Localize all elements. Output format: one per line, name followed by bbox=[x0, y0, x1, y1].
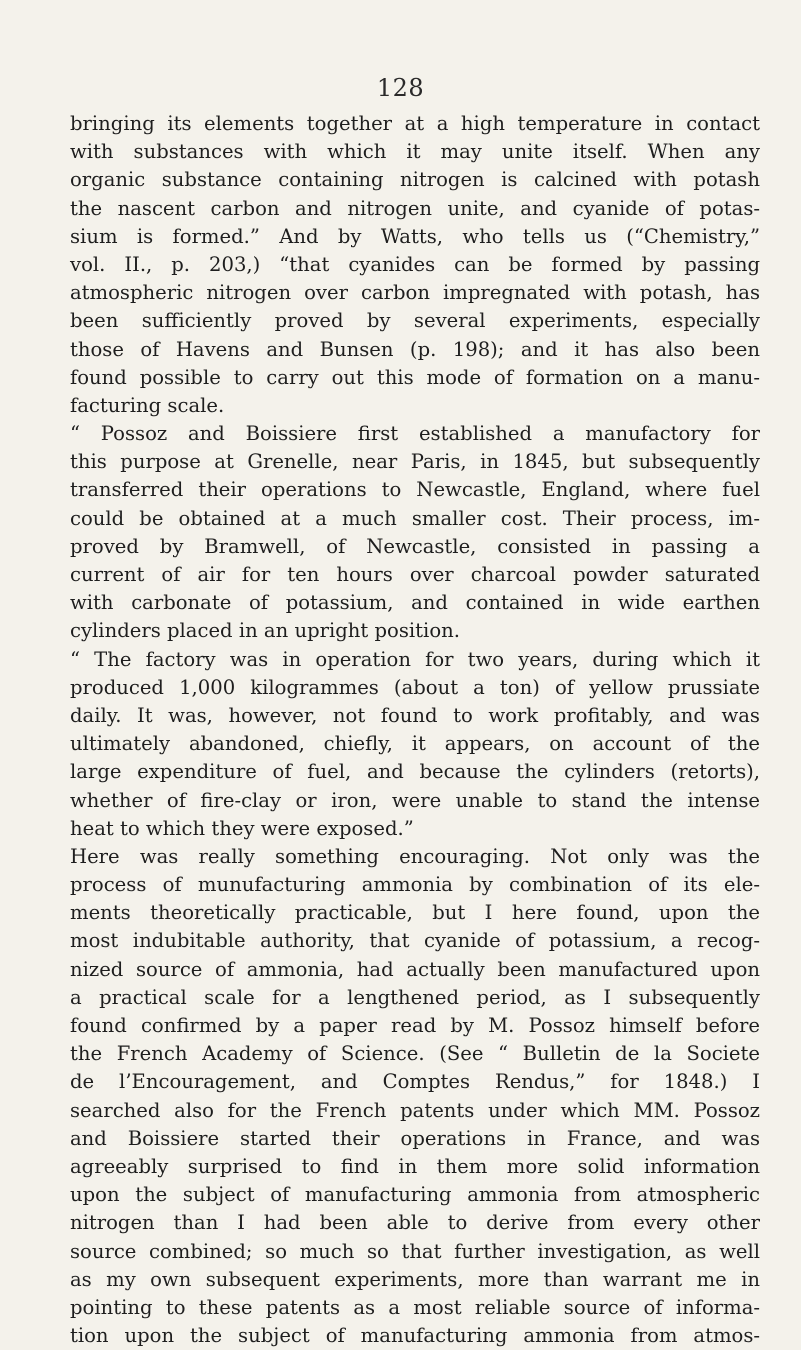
text-line: whether of fire-clay or iron, were unable to stand the intense bbox=[70, 788, 760, 812]
text-line: with substances with which it may unite itself. When any bbox=[70, 140, 760, 164]
text-line: could be obtained at a much smaller cost. Their process, im- bbox=[70, 506, 760, 530]
text-line: Here was really something encouraging. Not only was the bbox=[70, 844, 760, 868]
text-line: daily. It was, however, not found to work profitably, and was bbox=[70, 703, 760, 727]
text-line: transferred their operations to Newcastle, England, where fuel bbox=[70, 478, 760, 502]
text-line: pointing to these patents as a most reliable source of informa- bbox=[70, 1295, 760, 1319]
text-line: vol. II., p. 203,) “that cyanides can be formed by passing bbox=[70, 252, 760, 276]
text-line: the nascent carbon and nitrogen unite, and cyanide of potas- bbox=[70, 196, 760, 220]
text-line: current of air for ten hours over charcoal powder saturated bbox=[70, 563, 760, 586]
text-line: this purpose at Grenelle, near Paris, in 1845, but subsequently bbox=[70, 450, 760, 474]
text-line: organic substance containing nitrogen is calcined with potash bbox=[70, 168, 760, 192]
text-line: produced 1,000 kilogrammes (about a ton) of yellow prussiate bbox=[70, 675, 760, 699]
page-number: 128 bbox=[376, 74, 425, 102]
text-line: nized source of ammonia, had actually been manufactured upon bbox=[70, 957, 760, 981]
text-line: those of Havens and Bunsen (p. 198); and it has also been bbox=[70, 337, 760, 361]
text-line: ments theoretically practicable, but I here found, upon the bbox=[70, 901, 760, 925]
text-line: a practical scale for a lengthened period, as I subsequently bbox=[70, 985, 760, 1009]
text-line: upon the subject of manufacturing ammonia from atmospheric bbox=[70, 1183, 760, 1207]
text-line: most indubitable authority, that cyanide of potassium, a recog- bbox=[70, 929, 760, 953]
body-text bbox=[70, 110, 760, 1350]
text-line: proved by Bramwell, of Newcastle, consisted in passing a bbox=[70, 534, 760, 558]
text-line: agreeably surprised to find in them more solid information bbox=[70, 1154, 760, 1178]
text-line: and Boissiere started their operations in France, and was bbox=[70, 1126, 760, 1150]
text-line: nitrogen than I had been able to derive from every other bbox=[70, 1211, 760, 1235]
text-line: source combined; so much so that further investigation, as well bbox=[70, 1239, 760, 1263]
text-line: the French Academy of Science. (See “ Bulletin de la Societe bbox=[70, 1042, 760, 1066]
text-line: process of munufacturing ammonia by combination of its ele- bbox=[70, 873, 760, 897]
text-line: been sufficiently proved by several experiments, especially bbox=[70, 309, 760, 333]
text-line: bringing its elements together at a high temperature in contact bbox=[70, 112, 760, 135]
text-line: tion upon the subject of manufacturing ammonia from atmos- bbox=[70, 1324, 760, 1348]
text-line: ultimately abandoned, chiefly, it appears, on account of the bbox=[70, 732, 760, 756]
text-line: facturing scale. bbox=[70, 393, 225, 417]
text-line: found confirmed by a paper read by M. Possoz himself before bbox=[70, 1014, 760, 1037]
text-line: with carbonate of potassium, and contained in wide earthen bbox=[70, 591, 760, 615]
text-line: large expenditure of fuel, and because the cylinders (retorts), bbox=[70, 760, 760, 784]
text-line: de l’Encouragement, and Comptes Rendus,” for 1848.) I bbox=[70, 1070, 760, 1094]
text-line: cylinders placed in an upright position. bbox=[70, 619, 460, 643]
text-line: sium is formed.” And by Watts, who tells us (“Chemistry,” bbox=[70, 224, 760, 248]
text-line: “ The factory was in operation for two years, during which it bbox=[70, 647, 760, 671]
text-line: searched also for the French patents under which MM. Possoz bbox=[70, 1098, 760, 1122]
text-line: atmospheric nitrogen over carbon impregnated with potash, has bbox=[70, 281, 760, 305]
text-line: heat to which they were exposed.” bbox=[70, 816, 414, 840]
text-line: “ Possoz and Boissiere first established a manufactory for bbox=[70, 422, 760, 446]
text-line: as my own subsequent experiments, more than warrant me in bbox=[70, 1267, 760, 1291]
text-line: found possible to carry out this mode of formation on a manu- bbox=[70, 365, 760, 389]
